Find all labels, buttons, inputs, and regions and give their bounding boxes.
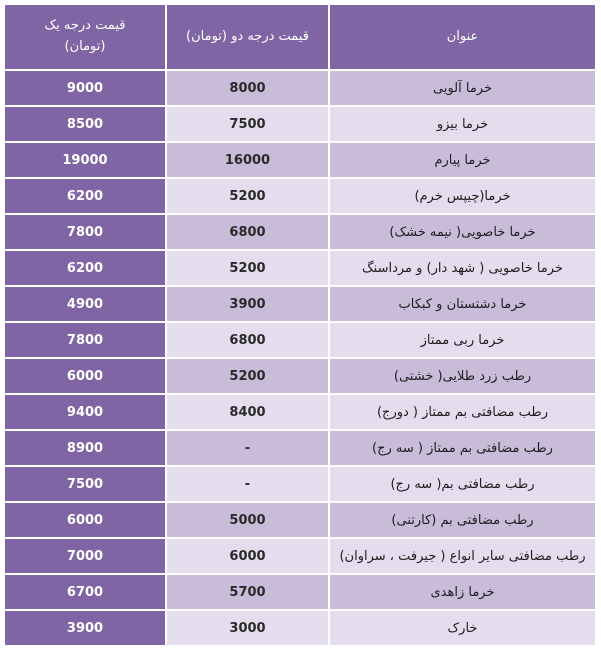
row-title: خرما خاصویی( نیمه خشک) — [330, 215, 595, 249]
header-price-grade1-label: قیمت درجه یک — [44, 18, 126, 34]
row-price-grade1: 6200 — [5, 179, 165, 213]
row-price-grade1: 9400 — [5, 395, 165, 429]
table-row — [5, 323, 595, 357]
row-title: خرما بیزو — [330, 107, 595, 141]
table-row — [5, 71, 595, 105]
table-row — [5, 503, 595, 537]
row-price-grade1: 6000 — [5, 359, 165, 393]
row-price-grade1: 7000 — [5, 539, 165, 573]
row-title: خرما آلویی — [330, 71, 595, 105]
table-row — [5, 179, 595, 213]
row-title: خرما ربی ممتاز — [330, 323, 595, 357]
row-price-grade2: 6000 — [167, 539, 328, 573]
table-row — [5, 611, 595, 645]
row-price-grade1: 7500 — [5, 467, 165, 501]
row-title: خرما خاصویی ( شهد دار) و مرداسنگ — [330, 251, 595, 285]
table-row — [5, 107, 595, 141]
row-price-grade2: 8000 — [167, 71, 328, 105]
table-body — [5, 71, 595, 645]
row-price-grade2: 5700 — [167, 575, 328, 609]
row-price-grade2: 8400 — [167, 395, 328, 429]
row-title: خارک — [330, 611, 595, 645]
row-price-grade1: 7800 — [5, 215, 165, 249]
row-price-grade2: 3900 — [167, 287, 328, 321]
row-price-grade2: 6800 — [167, 215, 328, 249]
table-row — [5, 575, 595, 609]
row-price-grade2: 7500 — [167, 107, 328, 141]
row-price-grade1: 8900 — [5, 431, 165, 465]
row-price-grade2: - — [167, 431, 328, 465]
row-title: خرما دشتستان و کبکاب — [330, 287, 595, 321]
row-title: رطب مضافتی بم( سه رج) — [330, 467, 595, 501]
row-title: رطب مضافتی بم (کارتنی) — [330, 503, 595, 537]
table-row — [5, 251, 595, 285]
row-price-grade2: 5200 — [167, 179, 328, 213]
row-title: رطب مضافتی بم ممتاز ( سه رج) — [330, 431, 595, 465]
row-title: رطب زرد طلایی( خشتی) — [330, 359, 595, 393]
table-row — [5, 467, 595, 501]
table-row — [5, 143, 595, 177]
row-title: رطب مضافتی بم ممتاز ( دورج) — [330, 395, 595, 429]
row-price-grade2: 6800 — [167, 323, 328, 357]
row-price-grade1: 3900 — [5, 611, 165, 645]
row-price-grade1: 6200 — [5, 251, 165, 285]
header-price-grade2: قیمت درجه دو (تومان) — [167, 5, 328, 69]
table-row — [5, 287, 595, 321]
table-row — [5, 359, 595, 393]
row-price-grade1: 19000 — [5, 143, 165, 177]
header-title: عنوان — [330, 5, 595, 69]
row-price-grade2: 5000 — [167, 503, 328, 537]
row-price-grade1: 9000 — [5, 71, 165, 105]
row-price-grade2: 5200 — [167, 359, 328, 393]
row-title: خرما پیارم — [330, 143, 595, 177]
table-row — [5, 215, 595, 249]
row-title: خرما زاهدی — [330, 575, 595, 609]
row-title: خرما(چیپس خرم) — [330, 179, 595, 213]
row-price-grade2: 16000 — [167, 143, 328, 177]
table-header-row — [5, 5, 595, 69]
date-price-table — [3, 3, 597, 647]
row-price-grade1: 8500 — [5, 107, 165, 141]
table-row — [5, 431, 595, 465]
row-price-grade1: 4900 — [5, 287, 165, 321]
table-row — [5, 539, 595, 573]
row-price-grade2: 5200 — [167, 251, 328, 285]
row-title: رطب مضافتی سایر انواع ( جیرفت ، سراوان) — [330, 539, 595, 573]
row-price-grade1: 6000 — [5, 503, 165, 537]
header-price-grade1 — [5, 5, 165, 69]
row-price-grade2: - — [167, 467, 328, 501]
header-price-grade1-unit: (تومان) — [64, 39, 106, 54]
table-row — [5, 395, 595, 429]
row-price-grade1: 6700 — [5, 575, 165, 609]
row-price-grade1: 7800 — [5, 323, 165, 357]
row-price-grade2: 3000 — [167, 611, 328, 645]
